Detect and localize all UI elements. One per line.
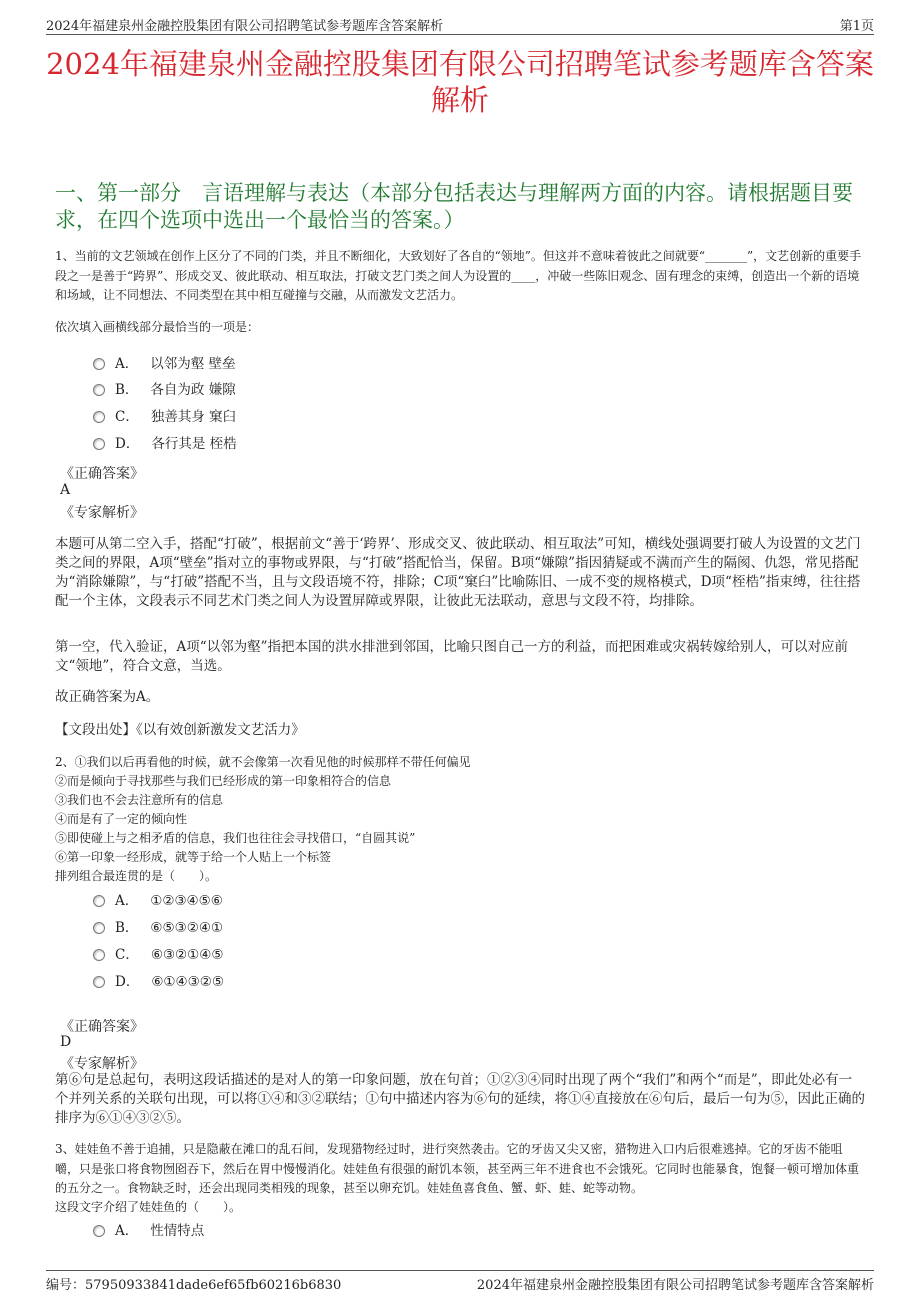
radio-icon[interactable] bbox=[93, 976, 105, 988]
option-text: 各行其是 桎梏 bbox=[151, 436, 237, 452]
q2-line: ⑥第一印象一经形成，就等于给一个人贴上一个标签 bbox=[55, 850, 332, 864]
q2-line: ④而是有了一定的倾向性 bbox=[55, 812, 188, 826]
q2-answer-label: 《正确答案》 bbox=[60, 1019, 144, 1035]
q1-analysis-label: 《专家解析》 bbox=[60, 505, 144, 521]
option-key: A． bbox=[115, 893, 139, 909]
section-heading: 一、第一部分 言语理解与表达（本部分包括表达与理解两方面的内容。请根据题目要求，在四个选项中选出一个最恰当的答案。） bbox=[55, 181, 853, 232]
page-header bbox=[46, 12, 874, 35]
q2-answer: D bbox=[60, 1034, 72, 1050]
radio-icon[interactable] bbox=[93, 895, 105, 907]
radio-icon[interactable] bbox=[93, 384, 105, 396]
q1-analysis-p3: 故正确答案为A。 bbox=[55, 689, 160, 705]
q1-analysis-p2: 第一空，代入验证，A项“以邻为壑”指把本国的洪水排泄到邻国，比喻只图自己一方的利益，而把困难或灾祸转嫁给别人，可以对应前文“领地”，符合文意，当选。 bbox=[55, 639, 849, 674]
page-title: 2024年福建泉州金融控股集团有限公司招聘笔试参考题库含答案解析 bbox=[46, 47, 874, 117]
radio-icon[interactable] bbox=[93, 922, 105, 934]
option-key: A． bbox=[115, 356, 139, 372]
option-key: A． bbox=[115, 1223, 139, 1239]
q1-source: 【文段出处】《以有效创新激发文艺活力》 bbox=[55, 722, 305, 738]
q1-answer: A bbox=[60, 482, 71, 498]
option-key: C． bbox=[115, 947, 139, 963]
q1-answer-label: 《正确答案》 bbox=[60, 466, 144, 482]
option-text: 性情特点 bbox=[150, 1223, 205, 1239]
option-key: D． bbox=[115, 974, 140, 990]
footer-doc-title: 2024年福建泉州金融控股集团有限公司招聘笔试参考题库含答案解析 bbox=[476, 1278, 874, 1293]
option-text: ⑥⑤③②④① bbox=[150, 920, 224, 936]
q1-option-a[interactable] bbox=[93, 355, 236, 373]
q2-stem bbox=[55, 753, 865, 886]
q1-option-c[interactable] bbox=[93, 408, 236, 426]
option-key: D． bbox=[115, 436, 140, 452]
q1-option-b[interactable] bbox=[93, 381, 236, 399]
page-footer bbox=[46, 1270, 874, 1293]
q1-prompt: 依次填入画横线部分最恰当的一项是： bbox=[55, 320, 260, 334]
q2-option-d[interactable] bbox=[93, 973, 224, 991]
q1-stem: 1、当前的文艺领域在创作上区分了不同的门类，并且不断细化，大致划好了各自的“领地”。但这并不意味着彼此之间就要“_______”，文艺创新的重要手段之一是善于“跨界”、形成交叉、彼此联动、相互取法，打破文艺门类之间人为设置的____，冲破一些陈旧观念、固有理念的束缚，创造出一个新的语境和场域，让不同想法、不同类型在其中相互碰撞与交融，从而激发文艺活力。 bbox=[55, 249, 862, 302]
q3-stem: 3、娃娃鱼不善于追捕，只是隐蔽在滩口的乱石间，发现猎物经过时，进行突然袭击。它的牙齿又尖又密，猎物进入口内后很难逃掉。它的牙齿不能咀嚼，只是张口将食物囫囵吞下，然后在胃中慢慢消化。娃娃鱼有很强的耐饥本领，甚至两三年不进食也不会饿死。它同时也能暴食，饱餐一顿可增加体重的五分之一。食物缺乏时，还会出现同类相残的现象，甚至以卵充饥。娃娃鱼喜食鱼、蟹、虾、蛙、蛇等动物。 bbox=[55, 1142, 860, 1195]
option-text: ⑥①④③②⑤ bbox=[151, 974, 224, 990]
radio-icon[interactable] bbox=[93, 438, 105, 450]
q2-option-b[interactable] bbox=[93, 919, 223, 937]
q3-option-a[interactable] bbox=[93, 1222, 204, 1240]
footer-doc-id: 编号：57950933841dade6ef65fb60216b6830 bbox=[46, 1278, 342, 1293]
option-key: B． bbox=[115, 920, 139, 936]
q1-analysis-p1: 本题可从第二空入手，搭配“打破”，根据前文“善于‘跨界’、形成交叉、彼此联动、相互取法”可知，横线处强调要打破人为设置的文艺门类之间的界限，A项“壁垒”指对立的事物或界限，与“打破”搭配恰当，保留。B项“嫌隙”指因猜疑或不满而产生的隔阂、仇怨，常见搭配为“消除嫌隙”，与“打破”搭配不当，且与文段语境不符，排除；C项“窠臼”比喻陈旧、一成不变的规格模式，D项“桎梏”指束缚，往往搭配一个主体，文段表示不同艺术门类之间人为设置屏障或界限，让彼此无法联动，意思与文段不符，均排除。 bbox=[55, 536, 861, 609]
q2-line: ②而是倾向于寻找那些与我们已经形成的第一印象相符合的信息 bbox=[55, 774, 392, 788]
q1-option-d[interactable] bbox=[93, 435, 237, 453]
q2-option-a[interactable] bbox=[93, 892, 223, 910]
q2-analysis-label: 《专家解析》 bbox=[60, 1056, 144, 1072]
option-text: ⑥③②①④⑤ bbox=[150, 947, 224, 963]
radio-icon[interactable] bbox=[93, 1225, 105, 1237]
option-text: 以邻为壑 壁垒 bbox=[150, 356, 236, 372]
q2-line: ⑤即使碰上与之相矛盾的信息，我们也往往会寻找借口，“自圆其说” bbox=[55, 831, 416, 845]
radio-icon[interactable] bbox=[93, 411, 105, 423]
option-text: ①②③④⑤⑥ bbox=[150, 893, 223, 909]
q2-line: ③我们也不会去注意所有的信息 bbox=[55, 793, 224, 807]
q2-analysis: 第⑥句是总起句，表明这段话描述的是对人的第一印象问题，放在句首；①②③④同时出现了两个“我们”和两个“而是”，即此处必有一个并列关系的关联句出现，可以将①④和③②联结；①句中描述内容为⑥句的延续，将①④直接放在⑥句后，最后一句为⑤，因此正确的排序为⑥①④③②⑤。 bbox=[55, 1072, 865, 1126]
option-text: 独善其身 窠臼 bbox=[150, 409, 237, 425]
q2-option-c[interactable] bbox=[93, 946, 223, 964]
option-key: B． bbox=[115, 382, 139, 398]
option-key: C． bbox=[115, 409, 139, 425]
option-text: 各自为政 嫌隙 bbox=[150, 382, 236, 398]
header-page-number: 第1页 bbox=[839, 19, 874, 34]
header-doc-title: 2024年福建泉州金融控股集团有限公司招聘笔试参考题库含答案解析 bbox=[46, 19, 444, 34]
radio-icon[interactable] bbox=[93, 358, 105, 370]
q2-line: 2、①我们以后再看他的时候，就不会像第一次看见他的时候那样不带任何偏见 bbox=[55, 755, 471, 769]
radio-icon[interactable] bbox=[93, 949, 105, 961]
q3-prompt: 这段文字介绍了娃娃鱼的（ ）。 bbox=[55, 1200, 242, 1214]
q2-prompt: 排列组合最连贯的是（ ）。 bbox=[55, 869, 218, 883]
